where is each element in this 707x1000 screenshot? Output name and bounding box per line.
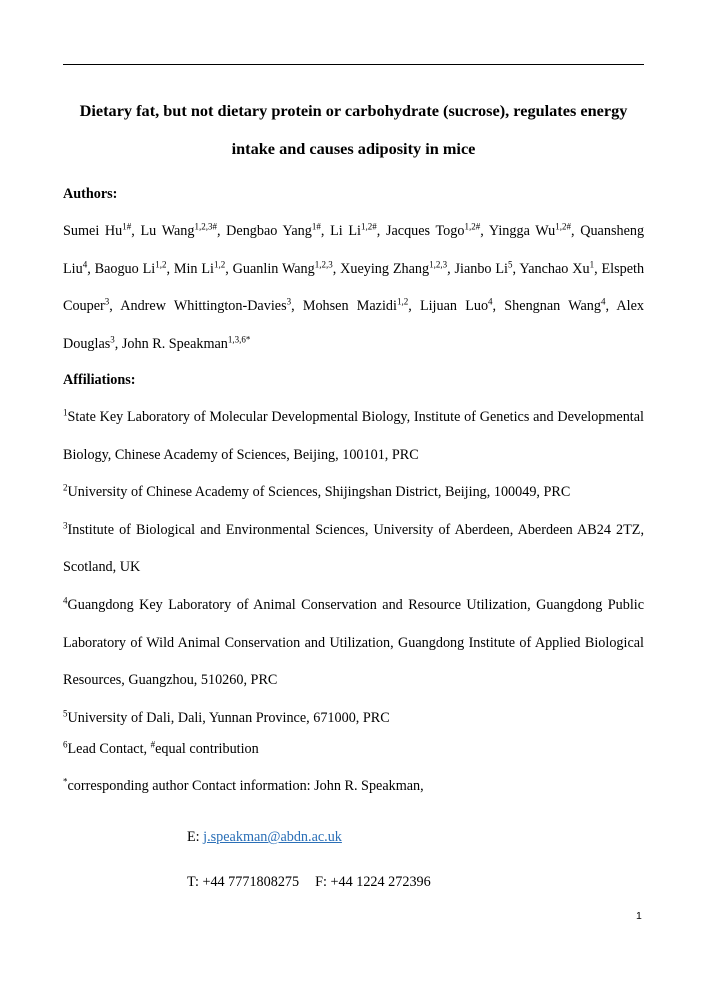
affiliation-text: University of Chinese Academy of Sciences, Shijingshan District, Beijing, 100049, PRC [67, 484, 571, 501]
author-entry [454, 258, 513, 277]
author-affiliation-sup: 1 [589, 258, 595, 269]
title-line-1: Dietary fat, but not dietary protein or carbohydrate (sucrose), regulates energy [79, 101, 628, 120]
affiliation-number: 1 [63, 407, 68, 418]
author-affiliation-sup: 3 [104, 296, 110, 307]
corresponding-sup: * [63, 776, 68, 787]
author-affiliation-sup: 1,2 [396, 296, 409, 307]
author-affiliation-sup: 3 [110, 334, 115, 345]
author-entry [420, 298, 493, 314]
author-affiliation-sup: 3 [286, 296, 292, 307]
author-name: Mohsen Mazidi [302, 298, 397, 315]
title-line-2: intake and causes adiposity in mice [231, 139, 476, 158]
affiliation-number: 4 [63, 595, 68, 606]
email-link[interactable]: j.speakman@abdn.ac.uk [203, 829, 342, 845]
affiliation-item [63, 399, 644, 474]
author-entry [94, 258, 167, 277]
page-number: 1 [636, 910, 642, 922]
author-entry [232, 258, 333, 277]
author-affiliation-sup: 1,3,6* [227, 334, 251, 345]
lead-contact-text: Lead Contact, [67, 741, 151, 757]
author-entry [489, 223, 571, 239]
affiliation-list [63, 399, 644, 737]
author-affiliation-sup: 1,2# [555, 221, 571, 232]
affiliation-text: Institute of Biological and Environmental Sciences, University of Aberdeen, Aberdeen AB24 2TZ, Scotland, UK [63, 521, 644, 576]
author-entry [504, 298, 605, 314]
author-entry [122, 336, 251, 352]
author-name: Alex Douglas [63, 298, 644, 352]
author-entry [303, 298, 408, 314]
author-entry [340, 258, 448, 277]
affiliation-item [63, 587, 644, 700]
author-entry [330, 223, 377, 239]
phone-line [187, 874, 431, 891]
affiliation-text: University of Dali, Dali, Yunnan Province, 671000, PRC [67, 709, 390, 726]
author-entry [519, 258, 595, 277]
email-label: E: [187, 829, 204, 845]
author-affiliation-sup: 5 [508, 258, 513, 269]
author-name: Lu Wang [140, 223, 195, 239]
author-entry [173, 258, 226, 277]
author-affiliation-sup: 1,2 [155, 258, 167, 269]
header-rule [63, 64, 644, 65]
author-entry [63, 223, 131, 239]
affiliation-item [63, 474, 644, 512]
author-name: Baoguo Li [94, 260, 156, 277]
author-entry [386, 223, 480, 239]
author-name: Jacques Togo [385, 223, 465, 239]
affiliations-heading: Affiliations: [63, 372, 136, 388]
author-name: Lijuan Luo [419, 298, 489, 315]
lead-contact-sup: 6 [63, 739, 68, 750]
affiliation-text: Guangdong Key Laboratory of Animal Conservation and Resource Utilization, Guangdong Public Laboratory of Wild Animal Conservation and Utilization, Guangdong Institute of Applied Biological Resources, Guangzhou, 510260, PRC [63, 596, 644, 689]
author-affiliation-sup: 1,2 [214, 258, 226, 269]
author-name: Dengbao Yang [226, 223, 312, 239]
equal-contribution-sup: # [150, 739, 156, 750]
author-entry [141, 223, 217, 239]
paper-title [63, 92, 644, 168]
author-name: Xueying Zhang [340, 260, 430, 277]
author-affiliation-sup: 1# [122, 221, 132, 232]
telephone-number: T: +44 7771808275 [187, 874, 300, 890]
author-affiliation-sup: 1# [311, 221, 321, 232]
author-name: Shengnan Wang [504, 298, 601, 315]
lead-contact-note [63, 741, 644, 758]
author-name: Guanlin Wang [232, 260, 315, 277]
author-name: John R. Speakman [121, 335, 228, 352]
affiliation-number: 2 [63, 482, 68, 493]
author-name: Yanchao Xu [519, 260, 590, 277]
author-entry [120, 298, 291, 314]
author-name: Andrew Whittington-Davies [120, 298, 287, 315]
author-affiliation-sup: 1,2,3 [429, 258, 448, 269]
author-entry [226, 223, 321, 239]
equal-contribution-text: equal contribution [155, 741, 259, 757]
author-affiliation-sup: 4 [488, 296, 493, 307]
author-name: Quansheng Liu [63, 223, 645, 277]
author-name: Yingga Wu [488, 223, 556, 239]
author-affiliation-sup: 4 [82, 258, 88, 269]
author-name: Jianbo Li [454, 260, 508, 277]
author-affiliation-sup: 1,2,3 [314, 258, 333, 269]
author-affiliation-sup: 1,2# [464, 221, 481, 232]
affiliation-number: 5 [63, 708, 68, 719]
affiliation-number: 3 [63, 520, 68, 531]
corresponding-text: corresponding author Contact information: John R. Speakman, [67, 778, 424, 794]
author-name: Li Li [330, 223, 361, 239]
authors-heading: Authors: [63, 186, 118, 202]
author-affiliation-sup: 1,2# [360, 221, 377, 232]
author-name: Sumei Hu [63, 223, 123, 239]
author-name: Min Li [173, 260, 214, 277]
email-line [187, 829, 342, 846]
corresponding-author-note [63, 778, 644, 795]
fax-number: F: +44 1224 272396 [315, 874, 431, 890]
author-affiliation-sup: 4 [600, 296, 606, 307]
affiliation-item [63, 512, 644, 587]
author-name: Elspeth Couper [63, 260, 645, 315]
affiliation-text: State Key Laboratory of Molecular Developmental Biology, Institute of Genetics and Developmental Biology, Chinese Academy of Sciences, Beijing, 100101, PRC [63, 409, 644, 463]
author-list: Sumei $Hu^{1\#}$, Lu Wang$^{1,2,3\#}$, Dengbao Yang$^{1\#}$, Li $Li^{1,2\#}$, Jacques Togo$^{1,2\#}$, Yingga $Wu^{1,2\#}$, Quansheng Liu$^4$, Baoguo Li$^{1,2}$, Min Li$^{1,2}$, Guanlin Wang$^{1,2,3}$, Xueying Zhang$^{1,2,3}$, Jianbo Li$^5$, Yanchao Xu$^1$, Elspeth Couper$^3$, Andrew Whittington-Davies$^3$, Mohsen Mazidi$^{1,2}$, Lijuan Luo$^4$, Shengnan Wang$^4$, Alex Douglas$^3$, John R. Speakman$^{1,3,6*}$ [63, 221, 645, 352]
author-affiliation-sup: 1,2,3# [194, 221, 217, 232]
affiliation-item [63, 700, 644, 738]
